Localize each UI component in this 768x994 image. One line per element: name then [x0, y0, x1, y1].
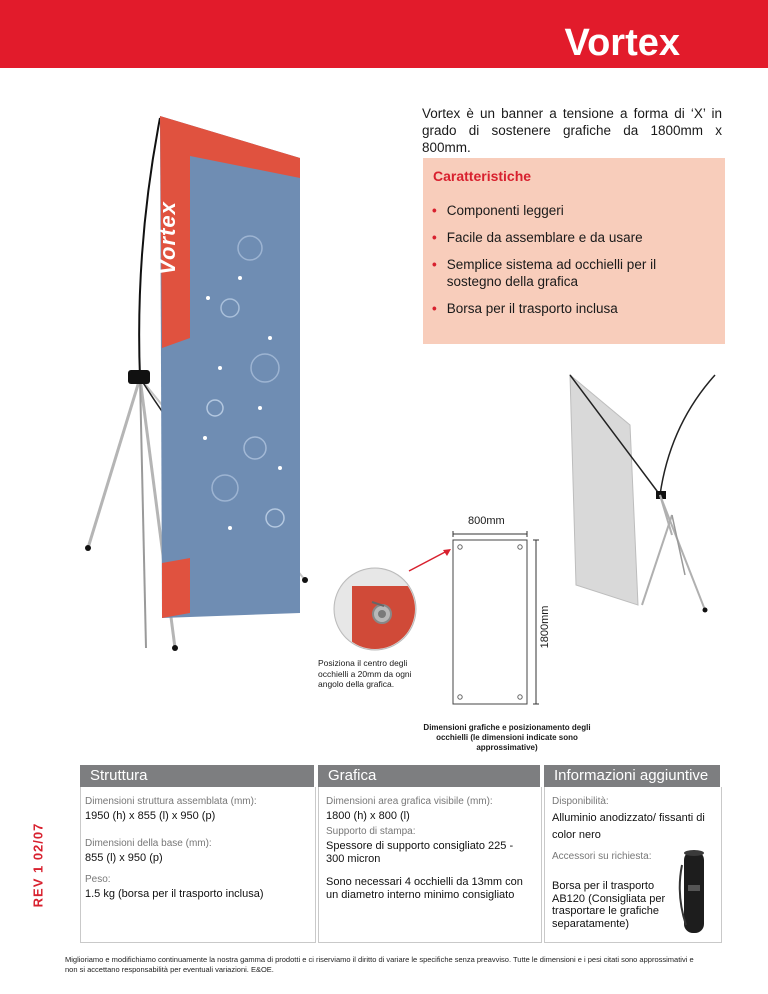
bullet-icon: • [432, 257, 437, 272]
feature-item: • Facile da assemblare e da usare [432, 230, 643, 245]
accessories-label: Accessori su richiesta: [552, 851, 652, 862]
carry-bag-image [676, 845, 712, 937]
eyelet-note: Posiziona il centro degli occhielli a 20mm da ogni angolo della grafica. [318, 658, 412, 689]
spec-value: 1.5 kg (borsa per il trasporto inclusa) [85, 888, 264, 900]
spec-value: 1800 (h) x 800 (l) [326, 810, 410, 822]
spec-label: Dimensioni della base (mm): [85, 838, 212, 849]
intro-text: Vortex è un banner a tensione a forma di ‘X’ in grado di sostenere grafiche da 1800mm x 800mm. [422, 106, 722, 155]
struttura-header: Struttura [80, 765, 314, 787]
spec-label: Dimensioni area grafica visibile (mm): [326, 796, 493, 807]
spec-label: Supporto di stampa: [326, 826, 416, 837]
revision-label: REV 1 02/07 [30, 822, 46, 908]
eyelet-closeup [332, 566, 418, 652]
diagram-caption: Dimensioni grafiche e posizionamento degli occhielli (le dimensioni indicate sono approssimative) [423, 723, 591, 752]
banner-brand: Vortex [155, 201, 180, 275]
height-label: 1800mm [539, 605, 551, 649]
bullet-icon: • [432, 230, 437, 245]
feature-item: • Componenti leggeri [432, 203, 564, 218]
bullet-icon: • [432, 203, 437, 218]
grafica-header: Grafica [318, 765, 540, 787]
spec-value: 855 (l) x 950 (p) [85, 852, 163, 864]
stand-rear-photo [560, 365, 720, 620]
availability-label: Disponibilità: [552, 796, 609, 807]
info-header: Informazioni aggiuntive [544, 765, 720, 787]
spec-value: Sono necessari 4 occhielli da 13mm con un diametro interno minimo consigliato [326, 876, 523, 901]
availability-value: Alluminio anodizzato/ fissanti di color nero [552, 812, 705, 841]
accessory-value: Borsa per il trasporto AB120 (Consigliata per trasportare le grafiche separatamente) [552, 880, 666, 930]
pointer-arrow-icon [405, 545, 455, 575]
feature-item: • Borsa per il trasporto inclusa [432, 301, 618, 316]
bullet-icon: • [432, 301, 437, 316]
product-photo [80, 108, 320, 653]
footnote: Miglioriamo e modifichiamo continuamente la nostra gamma di prodotti e ci riserviamo il diritto di variare le specifiche senza preavviso. Tutte le dimensioni e i pesi citati sono approssimativi e non si accettano responsabilità per eventuali variazioni. E&OE. [65, 955, 694, 974]
spec-label: Peso: [85, 874, 111, 885]
feature-item: • Semplice sistema ad occhielli per il sostegno della grafica [432, 257, 657, 289]
spec-value: Spessore di supporto consigliato 225 - 300 micron [326, 840, 514, 865]
width-label: 800mm [468, 515, 505, 527]
spec-label: Dimensioni struttura assemblata (mm): [85, 796, 257, 807]
features-title: Caratteristiche [433, 168, 532, 184]
page-title: Vortex [564, 22, 680, 64]
spec-value: 1950 (h) x 855 (l) x 950 (p) [85, 810, 216, 822]
